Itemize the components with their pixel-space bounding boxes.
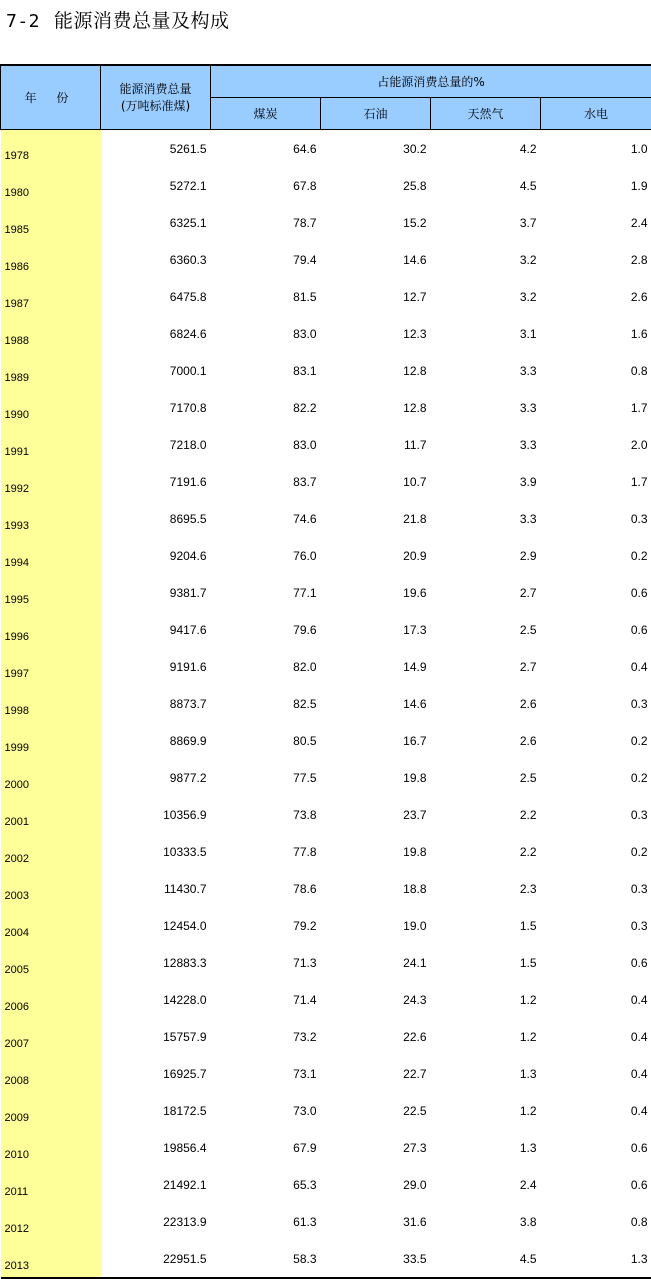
total-cell: 22313.9 [101,1203,211,1240]
hydro-cell: 0.3 [541,500,651,537]
header-gas: 天然气 [431,98,541,130]
coal-cell: 78.7 [211,204,321,241]
hydro-cell: 0.6 [541,611,651,648]
year-cell: 2013 [1,1240,101,1278]
coal-cell: 71.3 [211,944,321,981]
year-cell: 1998 [1,685,101,722]
gas-cell: 3.2 [431,241,541,278]
total-cell: 6325.1 [101,204,211,241]
hydro-cell: 0.8 [541,352,651,389]
gas-cell: 2.2 [431,833,541,870]
year-cell: 2012 [1,1203,101,1240]
gas-cell: 3.3 [431,389,541,426]
oil-cell: 21.8 [321,500,431,537]
year-cell: 1992 [1,463,101,500]
table-row [1,500,651,537]
year-cell: 1993 [1,500,101,537]
table-row [1,352,651,389]
table-body [1,130,651,1279]
oil-cell: 12.7 [321,278,431,315]
oil-cell: 23.7 [321,796,431,833]
header-hydro: 水电 [541,98,651,130]
coal-cell: 74.6 [211,500,321,537]
gas-cell: 4.2 [431,130,541,168]
table-row [1,648,651,685]
coal-cell: 83.7 [211,463,321,500]
coal-cell: 77.1 [211,574,321,611]
coal-cell: 79.2 [211,907,321,944]
coal-cell: 73.1 [211,1055,321,1092]
oil-cell: 24.3 [321,981,431,1018]
total-cell: 7170.8 [101,389,211,426]
total-cell: 8873.7 [101,685,211,722]
coal-cell: 83.0 [211,315,321,352]
hydro-cell: 0.3 [541,685,651,722]
hydro-cell: 0.2 [541,722,651,759]
total-cell: 12454.0 [101,907,211,944]
hydro-cell: 0.6 [541,944,651,981]
hydro-cell: 2.8 [541,241,651,278]
year-cell: 1986 [1,241,101,278]
oil-cell: 31.6 [321,1203,431,1240]
header-share: 占能源消费总量的% [211,65,651,98]
hydro-cell: 0.4 [541,1055,651,1092]
coal-cell: 64.6 [211,130,321,168]
total-cell: 11430.7 [101,870,211,907]
coal-cell: 67.9 [211,1129,321,1166]
total-cell: 10333.5 [101,833,211,870]
oil-cell: 14.9 [321,648,431,685]
gas-cell: 1.5 [431,944,541,981]
table-row [1,1240,651,1278]
header-total-line1: 能源消费总量 [119,82,191,96]
year-cell: 2006 [1,981,101,1018]
gas-cell: 1.2 [431,1018,541,1055]
gas-cell: 3.3 [431,500,541,537]
table-row [1,1129,651,1166]
gas-cell: 2.2 [431,796,541,833]
oil-cell: 15.2 [321,204,431,241]
gas-cell: 2.7 [431,648,541,685]
gas-cell: 3.2 [431,278,541,315]
header-total [101,65,211,130]
oil-cell: 22.6 [321,1018,431,1055]
hydro-cell: 0.4 [541,1018,651,1055]
table-title: 能源消费总量及构成 [54,10,230,32]
header-coal: 煤炭 [211,98,321,130]
year-cell: 1999 [1,722,101,759]
table-row [1,1203,651,1240]
oil-cell: 33.5 [321,1240,431,1278]
coal-cell: 79.4 [211,241,321,278]
year-cell: 2008 [1,1055,101,1092]
coal-cell: 71.4 [211,981,321,1018]
total-cell: 10356.9 [101,796,211,833]
year-cell: 1985 [1,204,101,241]
hydro-cell: 0.6 [541,574,651,611]
oil-cell: 18.8 [321,870,431,907]
coal-cell: 65.3 [211,1166,321,1203]
coal-cell: 81.5 [211,278,321,315]
hydro-cell: 0.4 [541,1092,651,1129]
total-cell: 5261.5 [101,130,211,168]
table-row [1,1166,651,1203]
oil-cell: 11.7 [321,426,431,463]
year-cell: 1978 [1,130,101,168]
gas-cell: 3.3 [431,352,541,389]
year-cell: 1996 [1,611,101,648]
oil-cell: 22.7 [321,1055,431,1092]
total-cell: 16925.7 [101,1055,211,1092]
hydro-cell: 1.7 [541,463,651,500]
oil-cell: 19.0 [321,907,431,944]
gas-cell: 3.7 [431,204,541,241]
total-cell: 8869.9 [101,722,211,759]
hydro-cell: 2.6 [541,278,651,315]
table-row [1,759,651,796]
coal-cell: 82.0 [211,648,321,685]
table-row [1,1092,651,1129]
hydro-cell: 0.3 [541,907,651,944]
year-cell: 2003 [1,870,101,907]
table-row [1,315,651,352]
total-cell: 7218.0 [101,426,211,463]
year-cell: 1980 [1,167,101,204]
gas-cell: 4.5 [431,167,541,204]
hydro-cell: 1.3 [541,1240,651,1278]
table-row [1,685,651,722]
total-cell: 14228.0 [101,981,211,1018]
table-row [1,796,651,833]
oil-cell: 22.5 [321,1092,431,1129]
table-row [1,833,651,870]
oil-cell: 19.6 [321,574,431,611]
oil-cell: 14.6 [321,241,431,278]
table-row [1,130,651,168]
gas-cell: 2.7 [431,574,541,611]
table-row [1,870,651,907]
year-cell: 2011 [1,1166,101,1203]
hydro-cell: 1.7 [541,389,651,426]
year-cell: 2007 [1,1018,101,1055]
total-cell: 7000.1 [101,352,211,389]
page-title [6,6,230,33]
year-cell: 1990 [1,389,101,426]
year-cell: 2004 [1,907,101,944]
coal-cell: 78.6 [211,870,321,907]
gas-cell: 2.4 [431,1166,541,1203]
gas-cell: 2.3 [431,870,541,907]
table-row [1,463,651,500]
total-cell: 7191.6 [101,463,211,500]
gas-cell: 4.5 [431,1240,541,1278]
gas-cell: 2.5 [431,759,541,796]
table-row [1,389,651,426]
gas-cell: 3.1 [431,315,541,352]
gas-cell: 3.3 [431,426,541,463]
gas-cell: 2.9 [431,537,541,574]
total-cell: 9877.2 [101,759,211,796]
year-cell: 2002 [1,833,101,870]
oil-cell: 20.9 [321,537,431,574]
coal-cell: 82.2 [211,389,321,426]
total-cell: 6475.8 [101,278,211,315]
year-cell: 2005 [1,944,101,981]
total-cell: 21492.1 [101,1166,211,1203]
hydro-cell: 2.0 [541,426,651,463]
hydro-cell: 1.9 [541,167,651,204]
total-cell: 9204.6 [101,537,211,574]
table-row [1,426,651,463]
oil-cell: 19.8 [321,759,431,796]
hydro-cell: 0.6 [541,1129,651,1166]
oil-cell: 12.3 [321,315,431,352]
table-row [1,907,651,944]
coal-cell: 61.3 [211,1203,321,1240]
coal-cell: 73.8 [211,796,321,833]
gas-cell: 2.6 [431,685,541,722]
table-row [1,722,651,759]
year-cell: 2010 [1,1129,101,1166]
gas-cell: 1.3 [431,1129,541,1166]
year-cell: 1987 [1,278,101,315]
total-cell: 5272.1 [101,167,211,204]
year-cell: 2009 [1,1092,101,1129]
total-cell: 9417.6 [101,611,211,648]
coal-cell: 58.3 [211,1240,321,1278]
hydro-cell: 0.4 [541,648,651,685]
oil-cell: 24.1 [321,944,431,981]
year-cell: 1991 [1,426,101,463]
total-cell: 22951.5 [101,1240,211,1278]
hydro-cell: 0.6 [541,1166,651,1203]
oil-cell: 27.3 [321,1129,431,1166]
year-cell: 2001 [1,796,101,833]
hydro-cell: 0.3 [541,796,651,833]
total-cell: 6360.3 [101,241,211,278]
table-row [1,278,651,315]
header-oil: 石油 [321,98,431,130]
coal-cell: 73.0 [211,1092,321,1129]
hydro-cell: 1.6 [541,315,651,352]
total-cell: 15757.9 [101,1018,211,1055]
gas-cell: 2.5 [431,611,541,648]
header-year: 年 份 [1,65,101,130]
coal-cell: 67.8 [211,167,321,204]
total-cell: 6824.6 [101,315,211,352]
coal-cell: 77.5 [211,759,321,796]
header-total-line2: (万吨标准煤) [121,99,190,113]
total-cell: 8695.5 [101,500,211,537]
coal-cell: 83.0 [211,426,321,463]
oil-cell: 12.8 [321,389,431,426]
total-cell: 9381.7 [101,574,211,611]
oil-cell: 12.8 [321,352,431,389]
oil-cell: 16.7 [321,722,431,759]
gas-cell: 1.3 [431,1055,541,1092]
table-row [1,167,651,204]
coal-cell: 79.6 [211,611,321,648]
coal-cell: 73.2 [211,1018,321,1055]
year-cell: 1989 [1,352,101,389]
oil-cell: 29.0 [321,1166,431,1203]
coal-cell: 77.8 [211,833,321,870]
hydro-cell: 0.4 [541,981,651,1018]
oil-cell: 30.2 [321,130,431,168]
total-cell: 18172.5 [101,1092,211,1129]
oil-cell: 19.8 [321,833,431,870]
hydro-cell: 2.4 [541,204,651,241]
oil-cell: 14.6 [321,685,431,722]
table-row [1,944,651,981]
table-row [1,204,651,241]
coal-cell: 80.5 [211,722,321,759]
table-row [1,1055,651,1092]
hydro-cell: 0.2 [541,537,651,574]
table-number: 7-2 [6,11,40,32]
hydro-cell: 0.2 [541,833,651,870]
year-cell: 1997 [1,648,101,685]
year-cell: 2000 [1,759,101,796]
table-row [1,981,651,1018]
hydro-cell: 0.8 [541,1203,651,1240]
coal-cell: 82.5 [211,685,321,722]
coal-cell: 83.1 [211,352,321,389]
oil-cell: 10.7 [321,463,431,500]
oil-cell: 25.8 [321,167,431,204]
gas-cell: 1.2 [431,1092,541,1129]
table-row [1,574,651,611]
total-cell: 12883.3 [101,944,211,981]
year-cell: 1994 [1,537,101,574]
table-row [1,611,651,648]
gas-cell: 3.9 [431,463,541,500]
year-cell: 1988 [1,315,101,352]
energy-consumption-table [0,64,651,1279]
table-row [1,241,651,278]
hydro-cell: 0.2 [541,759,651,796]
oil-cell: 17.3 [321,611,431,648]
table-header [1,65,651,130]
gas-cell: 3.8 [431,1203,541,1240]
year-cell: 1995 [1,574,101,611]
coal-cell: 76.0 [211,537,321,574]
gas-cell: 2.6 [431,722,541,759]
hydro-cell: 0.3 [541,870,651,907]
table-row [1,537,651,574]
table-row [1,1018,651,1055]
gas-cell: 1.2 [431,981,541,1018]
hydro-cell: 1.0 [541,130,651,168]
total-cell: 19856.4 [101,1129,211,1166]
total-cell: 9191.6 [101,648,211,685]
gas-cell: 1.5 [431,907,541,944]
